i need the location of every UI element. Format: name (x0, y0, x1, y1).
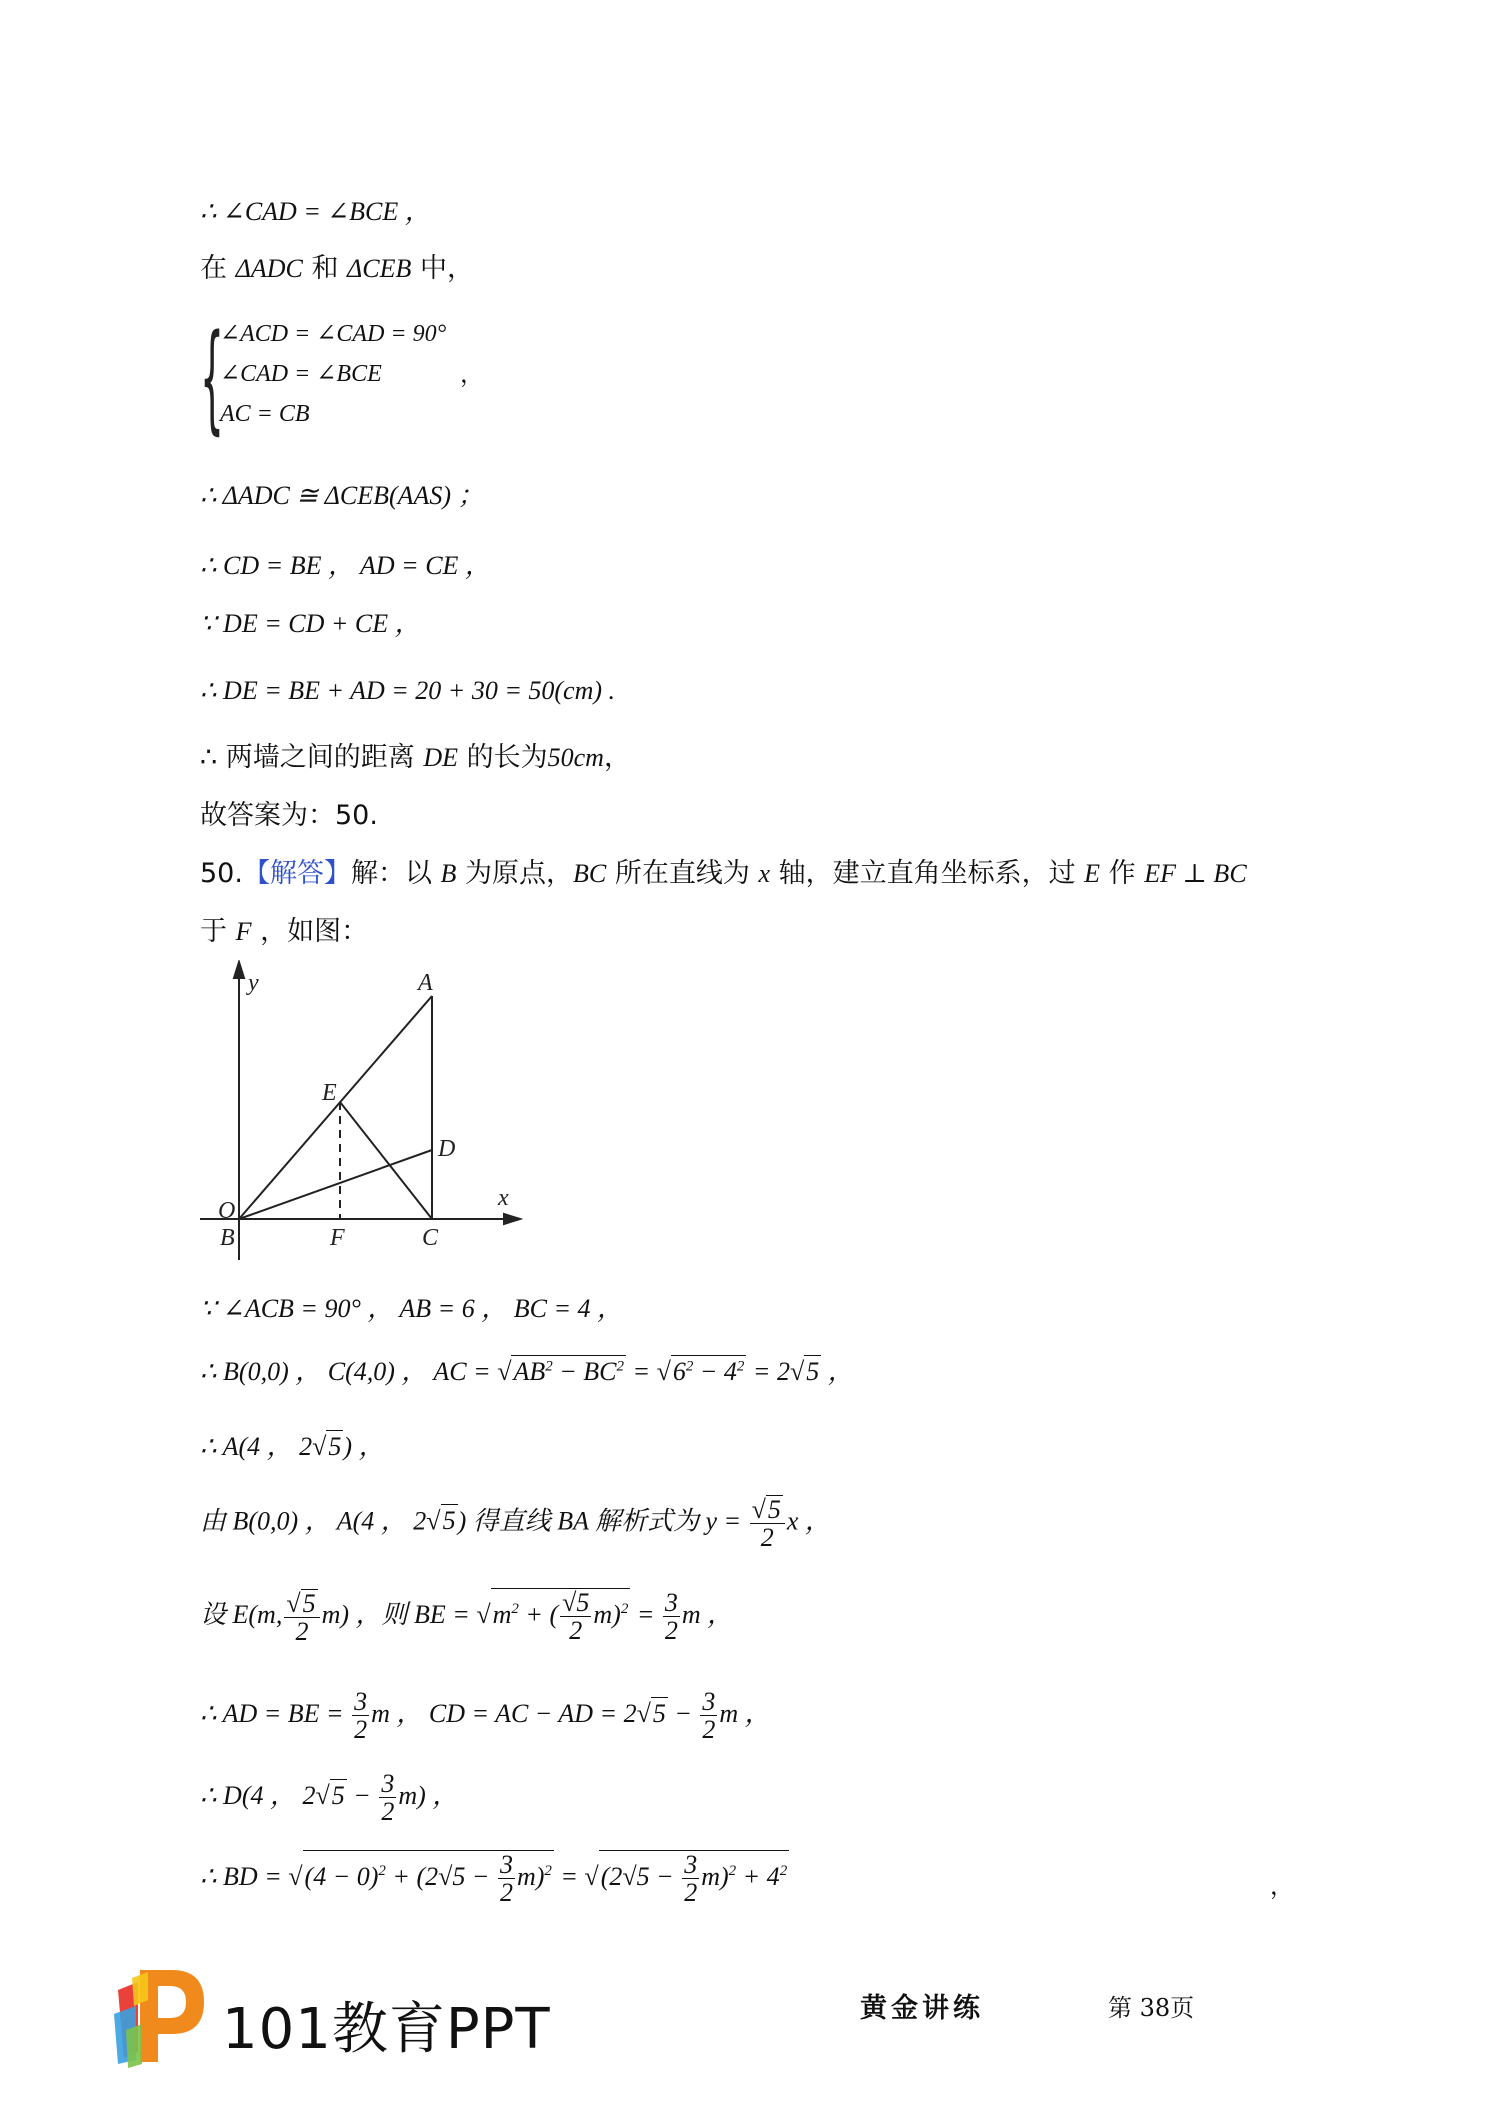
text-zuo: 作 (1100, 858, 1145, 889)
label-c: C (422, 1225, 439, 1251)
x-axis-arrow (504, 1214, 520, 1224)
ef-perp-bc: EF ⊥ BC (1144, 859, 1247, 888)
frac-3-2: $\frac{3}{2}$ (664, 1588, 678, 1646)
line-answer: 故答案为：50. (200, 800, 378, 831)
eq: = (553, 1861, 585, 1891)
label-o: O (218, 1198, 236, 1224)
d-open: ∴ D(4 ， 2 (200, 1780, 316, 1810)
frac-sqrt5-2: $\frac{√5}{2}$ (750, 1495, 785, 1552)
frac-3-2: $\frac{3}{2}$ (381, 1769, 395, 1827)
seg-de: DE (423, 743, 459, 772)
line-distance-conclusion (200, 742, 631, 774)
frac-3-2: $\frac{3}{2}$ (354, 1687, 368, 1745)
line-triangles-intro (200, 253, 474, 285)
den: 2 (569, 1616, 583, 1646)
sqrt-sign: √ (656, 1357, 671, 1386)
label-e: E (322, 1080, 337, 1106)
close: ) ， (343, 1432, 385, 1461)
sqrt-sign: √ (288, 1861, 303, 1891)
sqrt-5: 5 (442, 1506, 456, 1536)
label-f: F (330, 1225, 345, 1251)
sqrt-sign: √ (476, 1599, 491, 1629)
plus: + ( (518, 1599, 559, 1629)
system-eq-2: ∠CAD = ∠BCE (220, 361, 382, 387)
coords-a: ∴ A(4 ， 2 (200, 1432, 313, 1461)
frac-3-2: $\frac{3}{2}$ (499, 1850, 513, 1908)
text-length: 的长为 (458, 742, 548, 773)
sqrt-5: 5 (331, 1780, 345, 1810)
line-ad-cd (200, 1688, 771, 1744)
seg-bc: BC (573, 859, 607, 888)
sqrt-be (491, 1588, 631, 1645)
value-50cm: 50cm (547, 743, 604, 772)
eq: = (630, 1599, 661, 1629)
line-ba-equation (200, 1495, 831, 1552)
sqrt-sign: √ (426, 1506, 441, 1536)
sqrt-sign: √ (315, 1780, 330, 1810)
line-angle-equal: ∴ ∠CAD = ∠BCE ， (200, 197, 431, 226)
coords-ba: 由 B(0,0) ， A(4 ， 2 (200, 1506, 427, 1536)
bd-eq: ∴ BD = (200, 1861, 289, 1891)
answer-tag: 【解答】 (242, 858, 351, 889)
term-6: 6 (672, 1357, 686, 1386)
exp: 2 (616, 1358, 625, 1375)
sqrt-5: 5 (652, 1698, 666, 1728)
point-e: E (1084, 859, 1101, 888)
y-axis-arrow (234, 962, 244, 978)
x-var: x ， (786, 1506, 831, 1536)
text-ba-eq: ) 得直线 BA 解析式为 y = (457, 1506, 748, 1536)
segment-ec (340, 1102, 432, 1219)
tri-ceb: ΔCEB (347, 254, 412, 283)
m-comma: m ， (681, 1599, 734, 1629)
line-set-e (200, 1588, 733, 1645)
geometry-figure (190, 960, 530, 1280)
sqrt-bd-1: $(4 - 0)^2 + (2√5$ − $\frac{3}{2}$ m)$^2$ (304, 1850, 552, 1908)
text-he: 和 (302, 253, 348, 284)
exp: 2 (736, 1358, 745, 1375)
text-zhong: 中， (411, 253, 474, 284)
exp: 2 (545, 1358, 553, 1375)
axis-x: x (758, 859, 770, 888)
text-as-figure: ，如图： (251, 916, 369, 947)
cd-eq: m ， CD = AC − AD = 2 (371, 1698, 637, 1728)
term-4: − 4 (693, 1357, 737, 1386)
line-problem-50 (200, 858, 1247, 890)
text-axis: 轴，建立直角坐标系，过 (769, 858, 1085, 889)
sqrt-sign: √ (789, 1357, 805, 1386)
m-close: m) (593, 1599, 621, 1629)
label-x: x (498, 1185, 509, 1211)
eq-2: = 2 (746, 1357, 790, 1386)
footer-series-title: 黄金讲练 (860, 1993, 984, 2024)
footer-page-number: 第 38页 (1108, 1994, 1195, 2022)
term-ab: AB (513, 1357, 546, 1386)
num: 5 (302, 1588, 316, 1618)
line-congruent: ∴ ΔADC ≅ ΔCEB(AAS) ； (200, 481, 484, 510)
line-cd-be: ∴ CD = BE ， AD = CE ， (200, 551, 491, 580)
minus: − (346, 1780, 378, 1810)
sqrt-ab-bc (511, 1355, 626, 1387)
term-bc: − BC (552, 1357, 617, 1386)
sqrt-6-4 (671, 1355, 747, 1387)
m: m (492, 1599, 512, 1629)
exp: 2 (685, 1358, 694, 1375)
line-bd (200, 1850, 789, 1907)
frac-e: $\frac{√5}{2}$ (284, 1589, 319, 1646)
system-comma: ， (460, 360, 484, 388)
be-eq: m) ，则 BE = (321, 1599, 477, 1629)
line-de-value: ∴ DE = BE + AD = 20 + 30 = 50(cm) . (200, 676, 616, 705)
text-distance: ∴ 两墙之间的距离 (200, 742, 424, 773)
eq-sign: = (626, 1357, 657, 1386)
label-b: B (220, 1225, 235, 1251)
sqrt-5: 5 (806, 1357, 820, 1386)
minus: − (667, 1698, 699, 1728)
num: 5 (767, 1495, 781, 1524)
m-comma: m ， (719, 1698, 771, 1728)
sqrt-5: 5 (328, 1432, 342, 1461)
num: 5 (576, 1588, 590, 1617)
sqrt-sign: √ (636, 1698, 651, 1728)
den: 2 (760, 1523, 774, 1553)
line-problem-50-cont (200, 916, 368, 948)
text-comma: ， (603, 742, 631, 773)
exp: 2 (511, 1601, 519, 1618)
sqrt-sign: √ (584, 1861, 599, 1891)
text-line: 所在直线为 (606, 858, 759, 889)
text-yu: 于 (200, 916, 236, 947)
den: 2 (295, 1616, 309, 1646)
line-bd-comma: ， (1270, 1872, 1294, 1900)
system-eq-3: AC = CB (220, 401, 310, 427)
label-a: A (418, 970, 433, 996)
line-ac-value (200, 1355, 854, 1387)
frac-e2: $\frac{√5}{2}$ (562, 1588, 590, 1646)
label-d: D (438, 1136, 456, 1162)
sqrt-sign: √ (312, 1432, 327, 1461)
tri-adc: ΔADC (235, 254, 303, 283)
line-point-d (200, 1770, 458, 1826)
problem-number: 50. (200, 858, 243, 889)
e-def: 设 E(m, (200, 1599, 283, 1629)
text-origin: 为原点， (456, 858, 574, 889)
frac-3-2: $\frac{3}{2}$ (702, 1687, 716, 1745)
system-brace: { (200, 308, 225, 446)
comma: ， (821, 1357, 854, 1386)
point-b: B (440, 859, 457, 888)
coords-bc: ∴ B(0,0) ， C(4,0) ， AC = (200, 1357, 498, 1386)
label-y: y (248, 970, 259, 996)
footer-logo-icon (112, 1960, 212, 2070)
exp: 2 (620, 1601, 629, 1618)
line-point-a (200, 1430, 385, 1462)
footer-logo-text: 101教育PPT (222, 1997, 551, 2062)
ad-be: ∴ AD = BE = (200, 1698, 351, 1728)
system-eq-1: ∠ACD = ∠CAD = 90° (220, 321, 447, 347)
line-given: ∵ ∠ACB = 90° ， AB = 6 ， BC = 4 ， (200, 1294, 623, 1323)
text-zai: 在 (200, 253, 236, 284)
text-solve: 解：以 (350, 858, 441, 889)
sqrt-sign: √ (497, 1357, 512, 1386)
point-f: F (235, 917, 252, 946)
frac-3-2: $\frac{3}{2}$ (684, 1850, 698, 1908)
sqrt-bd-2: (2√5 − $\frac{3}{2}$ $m)^2 + 4^2$ (600, 1850, 788, 1908)
line-de-sum: ∵ DE = CD + CE ， (200, 609, 421, 638)
m-close: m) ， (398, 1780, 459, 1810)
